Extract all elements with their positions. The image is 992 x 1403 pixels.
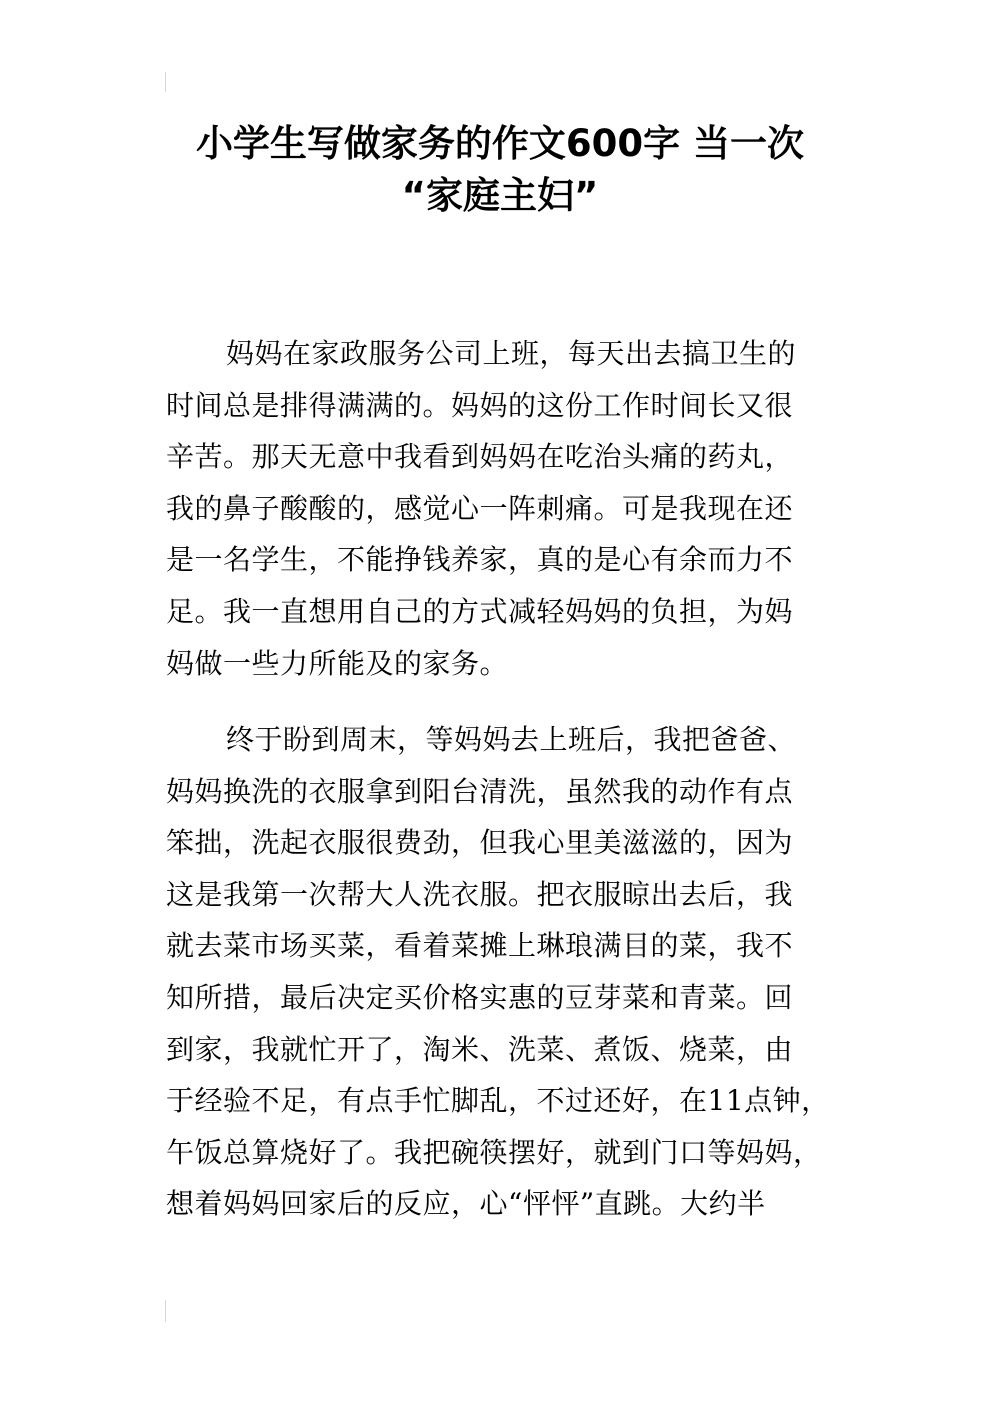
document-title bbox=[160, 118, 840, 222]
text-line: 辛苦。那天无意中我看到妈妈在吃治头痛的药丸， bbox=[166, 440, 794, 474]
paragraph-1 bbox=[166, 328, 834, 689]
title-line-1: 小学生写做家务的作文600字 当一次 bbox=[195, 122, 805, 165]
paragraph-2 bbox=[166, 714, 834, 1230]
text-line: 就去菜市场买菜，看着菜摊上琳琅满目的菜，我不 bbox=[166, 929, 794, 963]
text-line: 妈妈换洗的衣服拿到阳台清洗，虽然我的动作有点 bbox=[166, 774, 794, 808]
text-line: 于经验不足，有点手忙脚乱，不过还好，在11点钟， bbox=[166, 1084, 830, 1118]
text-line: 我的鼻子酸酸的，感觉心一阵刺痛。可是我现在还 bbox=[166, 491, 794, 525]
crop-mark-top bbox=[165, 72, 166, 92]
text-line: 是一名学生，不能挣钱养家，真的是心有余而力不 bbox=[166, 543, 794, 577]
text-line: 足。我一直想用自己的方式减轻妈妈的负担，为妈 bbox=[166, 594, 794, 628]
text-line: 知所措，最后决定买价格实惠的豆芽菜和青菜。回 bbox=[166, 980, 794, 1014]
text-line: 妈妈在家政服务公司上班，每天出去搞卫生的 bbox=[226, 337, 797, 370]
text-line: 时间总是排得满满的。妈妈的这份工作时间长又很 bbox=[166, 388, 794, 422]
text-line: 笨拙，洗起衣服很费劲，但我心里美滋滋的，因为 bbox=[166, 826, 794, 860]
text-line: 午饭总算烧好了。我把碗筷摆好，就到门口等妈妈， bbox=[166, 1135, 822, 1169]
text-line: 想着妈妈回家后的反应，心“怦怦”直跳。大约半 bbox=[166, 1187, 766, 1221]
text-line: 终于盼到周末，等妈妈去上班后，我把爸爸、 bbox=[226, 723, 797, 756]
crop-mark-bottom bbox=[165, 1300, 166, 1322]
title-line-2: “家庭主妇” bbox=[401, 174, 599, 217]
text-line: 到家，我就忙开了，淘米、洗菜、煮饭、烧菜，由 bbox=[166, 1032, 794, 1066]
text-line: 这是我第一次帮大人洗衣服。把衣服晾出去后，我 bbox=[166, 877, 794, 911]
text-line: 妈做一些力所能及的家务。 bbox=[166, 646, 509, 680]
